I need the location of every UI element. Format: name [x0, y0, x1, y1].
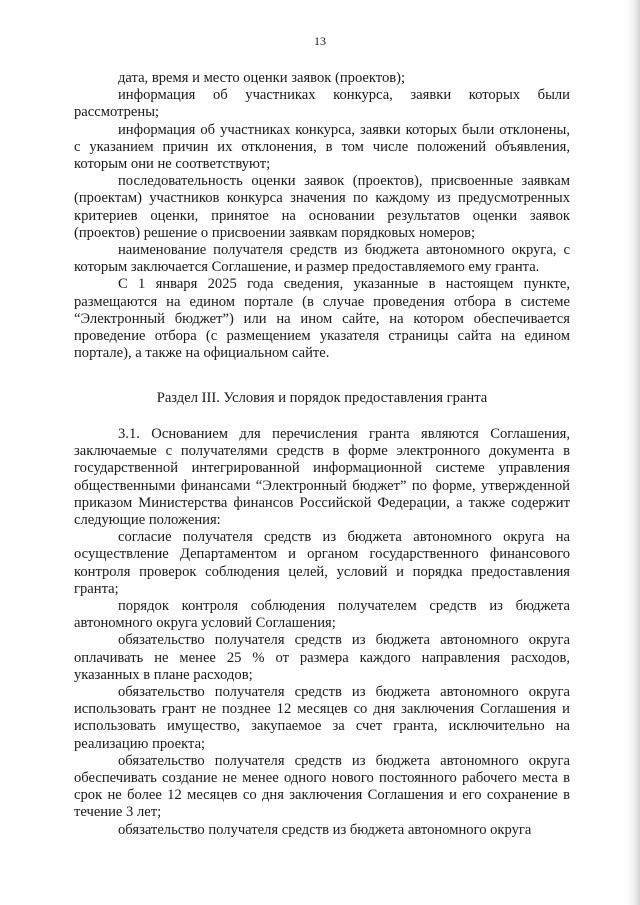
- section-grant-conditions: [74, 426, 570, 839]
- paragraph: наименование получателя средств из бюджета автономного округа, с которым заключается Соглашение, и размер предоставляемого ему гранта.: [74, 242, 570, 276]
- paragraph: последовательность оценки заявок (проектов), присвоенные заявкам (проектам) участников конкурса значения по каждому из предусмотренных критериев оценки, принятое на основании результатов оценки заявок (проектов) решение о присвоении заявкам порядковых номеров;: [74, 173, 570, 241]
- paragraph: порядок контроля соблюдения получателем средств из бюджета автономного округа условий Соглашения;: [74, 598, 570, 632]
- paragraph: обязательство получателя средств из бюджета автономного округа использовать грант не позднее 12 месяцев со дня заключения Соглашения и использовать имущество, закупаемое за счет гранта, исключительно на реализацию проекта;: [74, 684, 570, 752]
- page-number: 13: [314, 34, 326, 48]
- paragraph: дата, время и место оценки заявок (проектов);: [118, 70, 406, 86]
- section-results-list: [74, 70, 570, 362]
- page-edge-shadow: [628, 0, 640, 905]
- section-heading: Раздел III. Условия и порядок предоставления гранта: [156, 390, 488, 406]
- paragraph: С 1 января 2025 года сведения, указанные в настоящем пункте, размещаются на едином портале (в случае проведения отбора в системе “Электронный бюджет”) или на ином сайте, на котором обеспечивается проведение отбора (с размещением указателя страницы сайта на едином портале), а также на официальном сайте.: [74, 276, 570, 362]
- paragraph: обязательство получателя средств из бюджета автономного округа оплачивать не менее 25 % от размера каждого направления расходов, указанных в плане расходов;: [74, 632, 570, 683]
- paragraph: согласие получателя средств из бюджета автономного округа на осуществление Департаментом и органом государственного финансового контроля проверок соблюдения целей, условий и порядка предоставления гранта;: [74, 529, 570, 597]
- paragraph: 3.1. Основанием для перечисления гранта являются Соглашения, заключаемые с получателями средств в форме электронного документа в государственной интегрированной информационной системе управления общественными финансами “Электронный бюджет” по форме, утвержденной приказом Министерства финансов Российской Федерации, а также содержит следующие положения:: [74, 426, 570, 529]
- paragraph: информация об участниках конкурса, заявки которых были отклонены, с указанием причин их отклонения, в том числе положений объявления, которым они не соответствуют;: [74, 121, 570, 173]
- paragraph: обязательство получателя средств из бюджета автономного округа обеспечивать создание не менее одного нового постоянного рабочего места в срок не более 12 месяцев со дня заключения Соглашения и его сохранение в течение 3 лет;: [74, 752, 570, 821]
- paragraph: обязательство получателя средств из бюджета автономного округа: [118, 821, 532, 838]
- paragraph: информация об участниках конкурса, заявки которых были рассмотрены;: [74, 87, 570, 121]
